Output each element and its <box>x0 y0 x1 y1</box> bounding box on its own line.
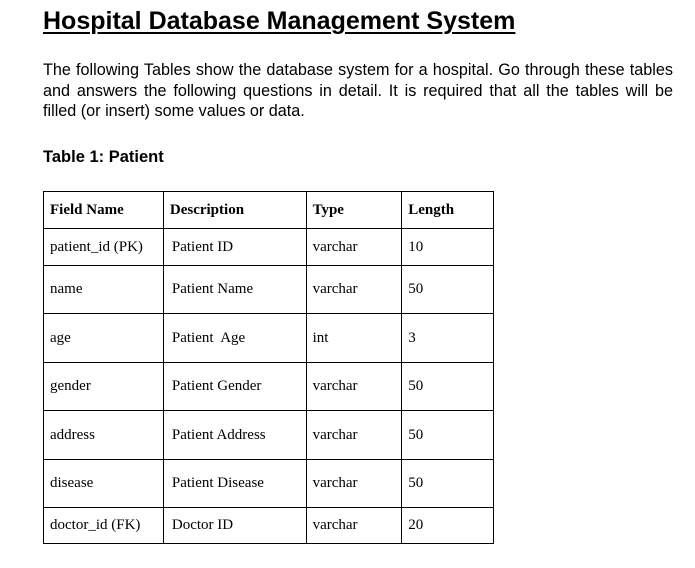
table-row <box>44 266 494 314</box>
table-row <box>44 508 494 544</box>
table-header-row <box>44 192 494 229</box>
cell-length: 20 <box>402 508 494 544</box>
cell-field-name: gender <box>44 363 164 411</box>
cell-length: 50 <box>402 411 494 460</box>
cell-length: 50 <box>402 266 494 314</box>
intro-paragraph: The following Tables show the database system for a hospital. Go through these tables and answers the following questions in detail. It is required that all the tables will be filled (or insert) some values or data. <box>43 61 673 120</box>
header-length: Length <box>402 192 494 229</box>
table-row <box>44 460 494 508</box>
document-title: Hospital Database Management System <box>43 7 516 35</box>
header-type: Type <box>306 192 402 229</box>
patient-table <box>43 191 494 544</box>
cell-field-name: age <box>44 314 164 363</box>
header-field-name: Field Name <box>44 192 164 229</box>
cell-description: Patient Address <box>163 411 306 460</box>
cell-description: Patient ID <box>163 229 306 266</box>
table-heading: Table 1: Patient <box>43 148 164 166</box>
cell-type: varchar <box>306 460 402 508</box>
header-description: Description <box>163 192 306 229</box>
cell-field-name: patient_id (PK) <box>44 229 164 266</box>
cell-field-name: address <box>44 411 164 460</box>
cell-length: 3 <box>402 314 494 363</box>
cell-type: varchar <box>306 508 402 544</box>
cell-type: varchar <box>306 363 402 411</box>
table-row <box>44 363 494 411</box>
cell-description: Patient Gender <box>163 363 306 411</box>
cell-length: 50 <box>402 363 494 411</box>
table-row <box>44 229 494 266</box>
cell-type: varchar <box>306 266 402 314</box>
cell-field-name: disease <box>44 460 164 508</box>
cell-field-name: name <box>44 266 164 314</box>
cell-length: 50 <box>402 460 494 508</box>
table-row <box>44 314 494 363</box>
table-row <box>44 411 494 460</box>
cell-description: Patient Name <box>163 266 306 314</box>
cell-type: int <box>306 314 402 363</box>
cell-description: Patient Disease <box>163 460 306 508</box>
cell-type: varchar <box>306 229 402 266</box>
cell-field-name: doctor_id (FK) <box>44 508 164 544</box>
cell-description: Doctor ID <box>163 508 306 544</box>
cell-type: varchar <box>306 411 402 460</box>
cell-description: Patient Age <box>163 314 306 363</box>
cell-length: 10 <box>402 229 494 266</box>
